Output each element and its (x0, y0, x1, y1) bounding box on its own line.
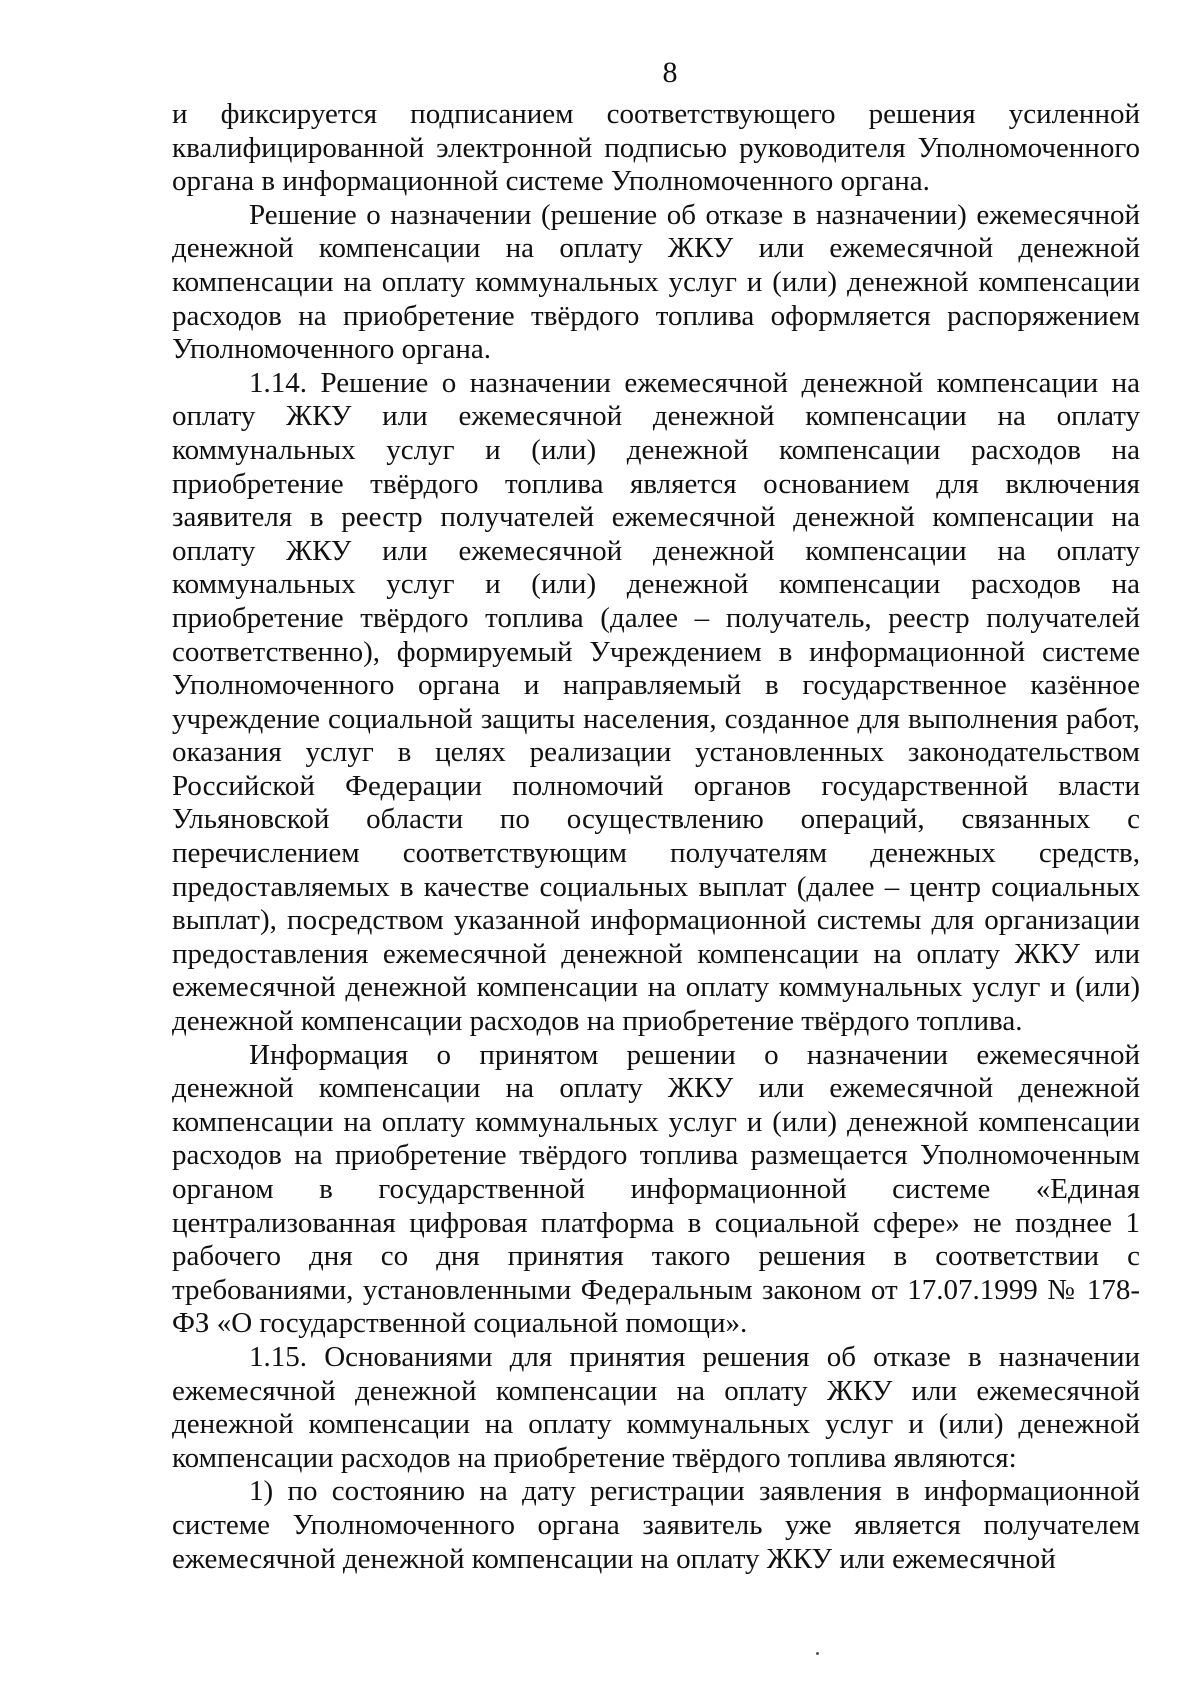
scan-artifact (816, 1652, 819, 1655)
paragraph-1-15: 1.15. Основаниями для принятия решения об отказе в назначении ежемесячной денежной компенсации на оплату ЖКУ или ежемесячной денежной компенсации на оплату коммунальных услуг и (или) денежной компенсации расходов на приобретение твёрдого топлива являются: (172, 1340, 1140, 1474)
page-number: 8 (662, 56, 678, 89)
paragraph-decision-form: Решение о назначении (решение об отказе в назначении) ежемесячной денежной компенсации на оплату ЖКУ или ежемесячной денежной компенсации на оплату коммунальных услуг и (или) денежной компенсации расходов на приобретение твёрдого топлива оформляется распоряжением Уполномоченного органа. (172, 198, 1140, 366)
list-item-1: 1) по состоянию на дату регистрации заявления в информационной системе Уполномоченного органа заявитель уже является получателем ежемесячной денежной компенсации на оплату ЖКУ или ежемесячной (172, 1475, 1140, 1575)
paragraph-continuation: и фиксируется подписанием соответствующего решения усиленной квалифицированной электронной подписью руководителя Уполномоченного органа в информационной системе Уполномоченного органа. (172, 98, 1140, 198)
paragraph-1-14: 1.14. Решение о назначении ежемесячной денежной компенсации на оплату ЖКУ или ежемесячной денежной компенсации на оплату коммунальных услуг и (или) денежной компенсации расходов на приобретение твёрдого топлива является основанием для включения заявителя в реестр получателей ежемесячной денежной компенсации на оплату ЖКУ или ежемесячной денежной компенсации на оплату коммунальных услуг и (или) денежной компенсации расходов на приобретение твёрдого топлива (далее – получатель, реестр получателей соответственно), формируемый Учреждением в информационной системе Уполномоченного органа и направляемый в государственное казённое учреждение социальной защиты населения, созданное для выполнения работ, оказания услуг в целях реализации установленных законодательством Российской Федерации полномочий органов государственной власти Ульяновской области по осуществлению операций, связанных с перечислением соответствующим получателям денежных средств, предоставляемых в качестве социальных выплат (далее – центр социальных выплат), посредством указанной информационной системы для организации предоставления ежемесячной денежной компенсации на оплату ЖКУ или ежемесячной денежной компенсации на оплату коммунальных услуг и (или) денежной компенсации расходов на приобретение твёрдого топлива. (172, 366, 1140, 1038)
paragraph-information: Информация о принятом решении о назначении ежемесячной денежной компенсации на оплату ЖКУ или ежемесячной денежной компенсации на оплату коммунальных услуг и (или) денежной компенсации расходов на приобретение твёрдого топлива размещается Уполномоченным органом в государственной информационной системе «Единая централизованная цифровая платформа в социальной сфере» не позднее 1 рабочего дня со дня принятия такого решения в соответствии с требованиями, установленными Федеральным законом от 17.07.1999 № 178-ФЗ «О государственной социальной помощи». (172, 1038, 1140, 1340)
document-body (172, 98, 1140, 1576)
